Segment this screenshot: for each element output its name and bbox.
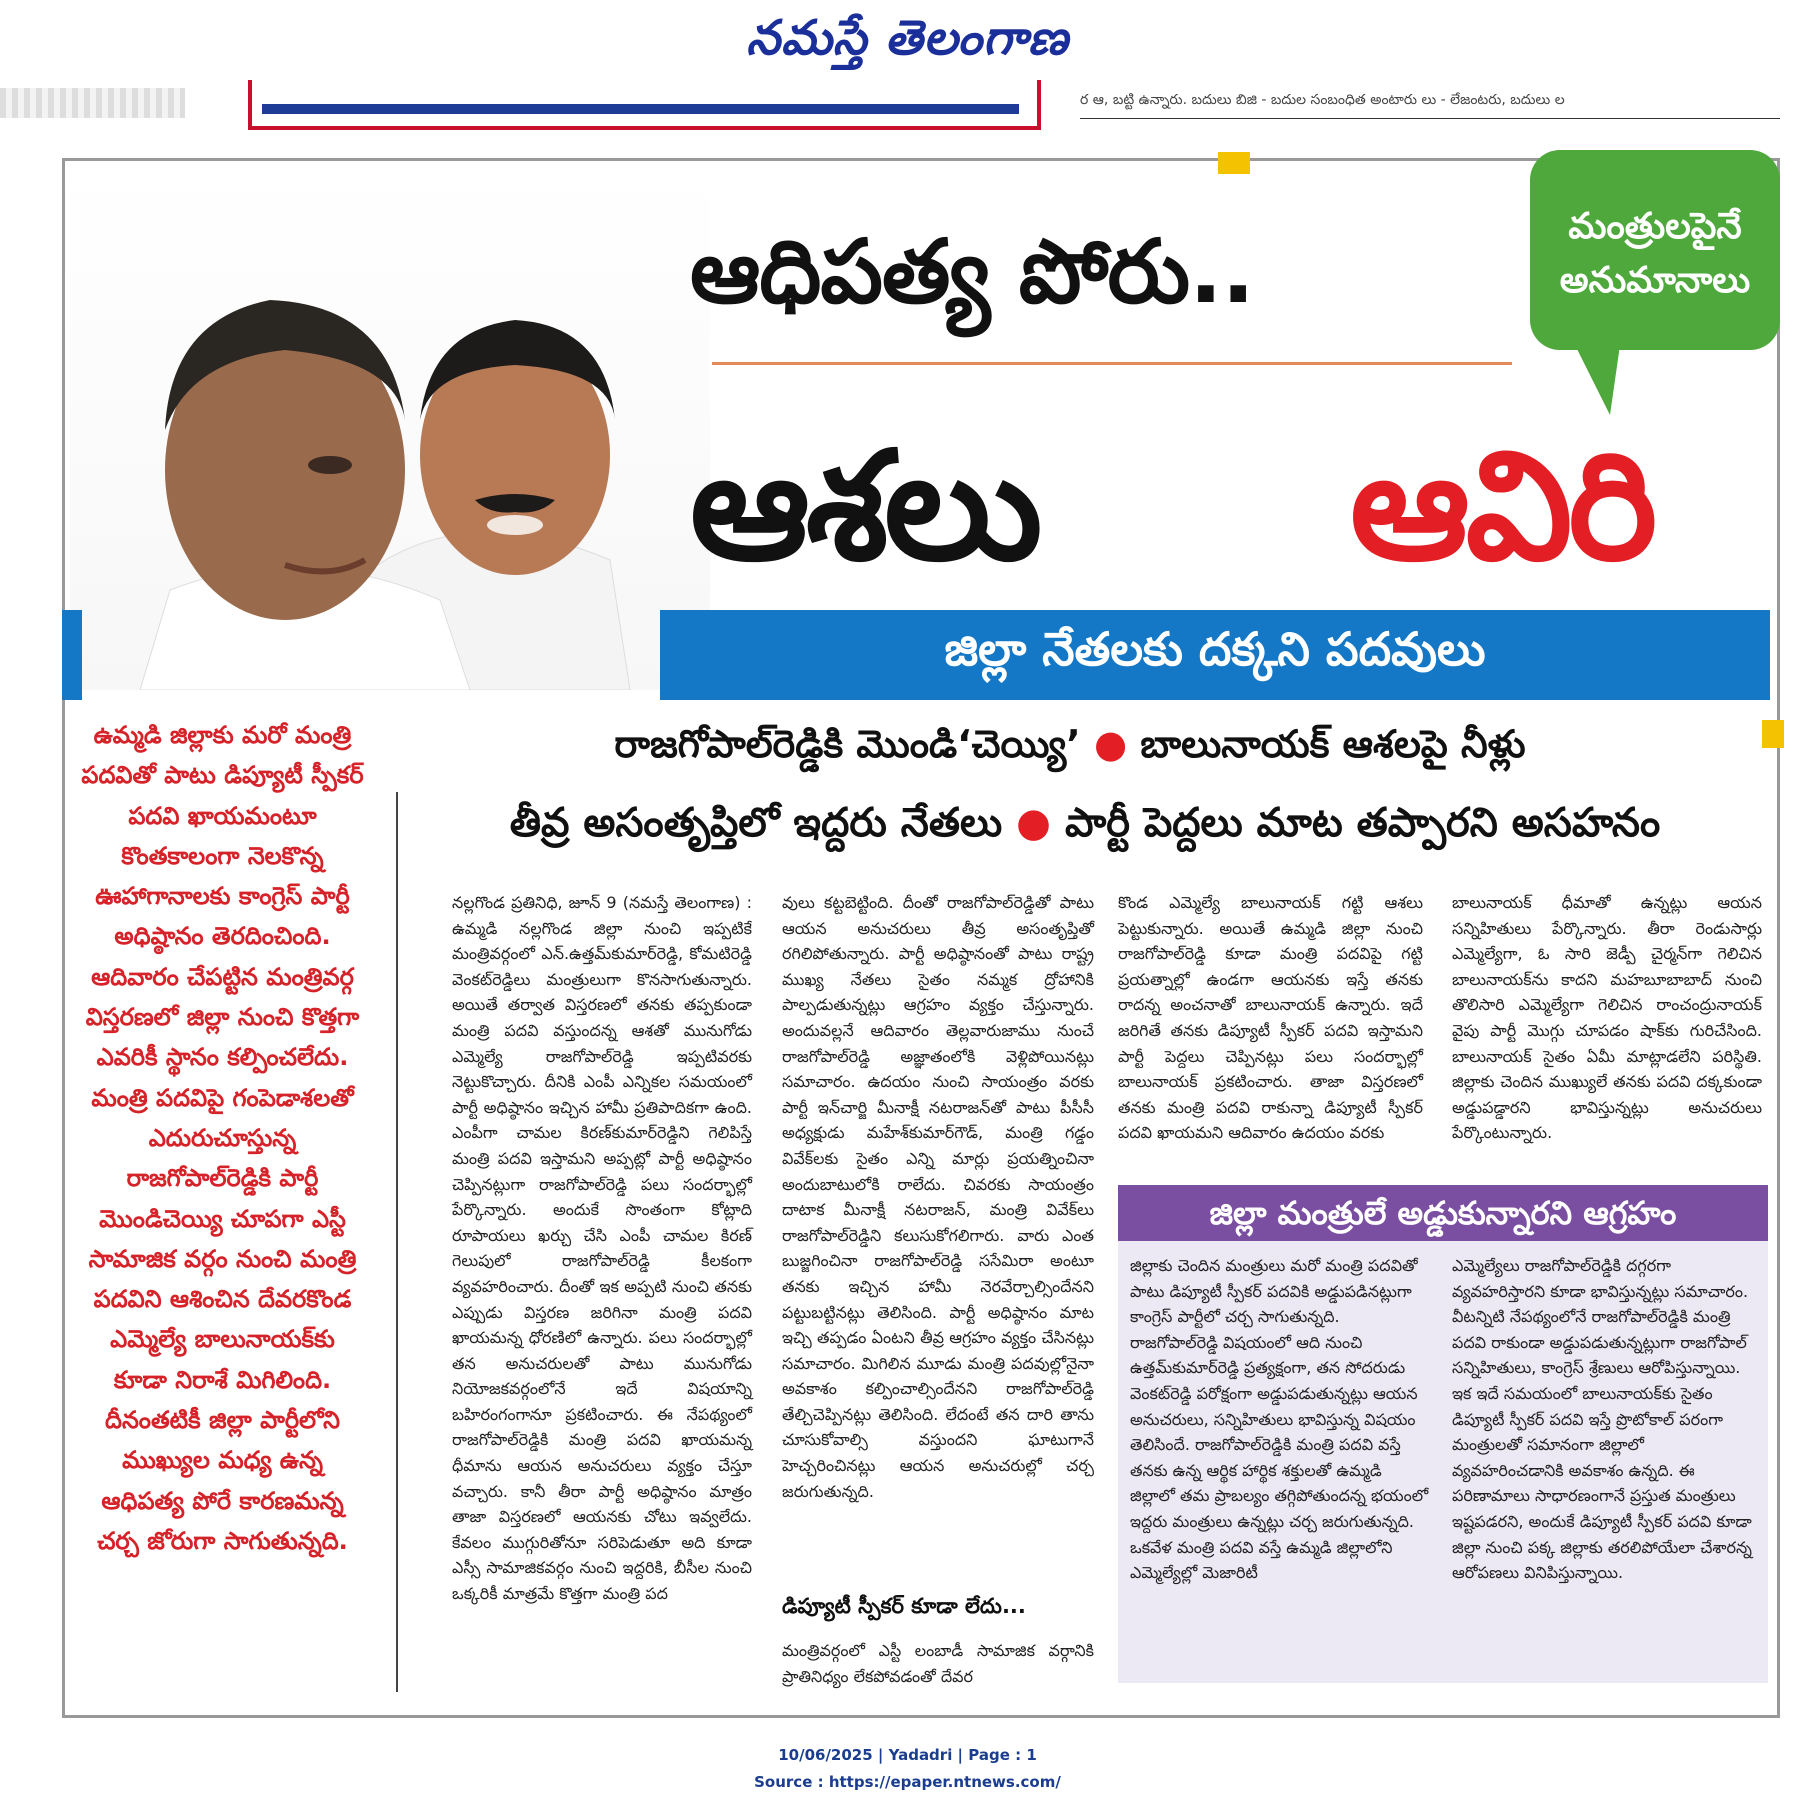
sidebar-box-column-1: జిల్లాకు చెందిన మంత్రులు మరో మంత్రి పదవితో పాటు డిప్యూటీ స్పీకర్‌ పదవికి అడ్డుపడినట్లుగా కాంగ్రెస్‌ పార్టీలో చర్చ సాగుతున్నది. రాజగోపాల్‌రెడ్డి విషయంలో ఆది నుంచి ఉత్తమ్‌కుమార్‌రెడ్డి ప్రత్యక్షంగా, తన సోదరుడు వెంకట్‌రెడ్డి పరోక్షంగా అడ్డుపడుతున్నట్లు ఆయన అనుచరులు, సన్నిహితులు భావిస్తున్న విషయం తెలిసిందే. రాజగోపాల్‌రెడ్డికి మంత్రి పదవి వస్తే తనకు ఉన్న ఆర్థిక హార్థిక శక్తులతో ఉమ్మడి జిల్లాలో తమ ప్రాబల్యం తగ్గిపోతుందన్న భయంలో ఇద్దరు మంత్రులు ఉన్నట్లు చర్చ జరుగుతున్నది. ఒకవేళ మంత్రి పదవి వస్తే ఉమ్మడి జిల్లాలోని ఎమ్మెల్యేల్లో మెజారిటీ <box>1130 1256 1429 1583</box>
subhead-2b: పార్టీ పెద్దలు మాట తప్పారని అసహనం <box>1064 800 1661 846</box>
bullet-icon: ● <box>1093 722 1128 766</box>
yellow-accent-top <box>1218 152 1250 174</box>
headline-kicker: ఆధిపత్య పోరు.. <box>690 220 1254 323</box>
article-column-4: బాలునాయక్‌ ధీమాతో ఉన్నట్లు ఆయన సన్నిహితులు పేర్కొన్నారు. తీరా రెండుసార్లు ఎమ్మెల్యేగా, ఓ సారి జెడ్పీ చైర్మన్‌గా గెలిచిన బాలునాయక్‌ను కాదని మహబూబాబాద్‌ నుంచి తొలిసారి ఎమ్మెల్యేగా గెలిచిన రాంచంద్రునాయక్‌ వైపు పార్టీ మొగ్గు చూపడం షాక్‌కు గురిచేసింది. బాలునాయక్‌ సైతం ఏమీ మాట్లాడలేని పరిస్థితి. జిల్లాకు చెందిన ముఖ్యులే తనకు పదవి దక్కకుండా అడ్డుపడ్డారని భావిస్తున్నట్లు అనుచరులు పేర్కొంటున్నారు. <box>1452 893 1762 1143</box>
previous-article-text: ర ఆ, బట్టి ఉన్నారు. బదులు బిజి - బదుల సంబంధిత అంటారు లు - లేజంటరు, బదులు ల <box>1080 92 1565 108</box>
bubble-text <box>1530 200 1780 308</box>
masthead <box>0 0 1815 80</box>
headline-main-black: ఆశలు <box>690 420 1039 594</box>
article-column-2-continued: మంత్రివర్గంలో ఎస్టీ లంబాడీ సామాజిక వర్గానికి ప్రాతినిధ్యం లేకపోవడంతో దేవర <box>782 1641 1094 1686</box>
article-column-1: నల్లగొండ ప్రతినిధి, జూన్‌ 9 (నమస్తే తెలంగాణ) : ఉమ్మడి నల్లగొండ జిల్లా నుంచి ఇప్పటికే మంత్రివర్గంలో ఎన్‌.ఉత్తమ్‌కుమార్‌రెడ్డి, కోమటిరెడ్డి వెంకట్‌రెడ్డిలు మంత్రులుగా కొనసాగుతున్నారు. అయితే తర్వాత విస్తరణలో తనకు తప్పకుండా మంత్రి పదవి వస్తుందన్న ఆశతో మునుగోడు ఎమ్మెల్యే రాజగోపాల్‌రెడ్డి ఇప్పటివరకు నెట్టుకొచ్చారు. దీనికి ఎంపీ ఎన్నికల సమయంలో పార్టీ అధిష్ఠానం ఇచ్చిన హామీ ప్రతిపాదికగా ఉంది. ఎంపీగా చామల కిరణ్‌కుమార్‌రెడ్డిని గెలిపిస్తే మంత్రి పదవి ఇస్తామని అప్పట్లో పార్టీ అధిష్ఠానం చెప్పినట్లుగా రాజగోపాల్‌రెడ్డి పలు సందర్భాల్లో పేర్కొన్నారు. అందుకే సొంతంగా కోట్లాది రూపాయలు ఖర్చు చేసి ఎంపీ చామల కిరణ్‌ గెలుపులో రాజగోపాల్‌రెడ్డి కీలకంగా వ్యవహరించారు. దీంతో ఇక అప్పటి నుంచి తనకు ఎప్పుడు విస్తరణ జరిగినా మంత్రి పదవి ఖాయమన్న ధోరణిలో ఉన్నారు. పలు సందర్భాల్లో తన అనుచరులతో పాటు మునుగోడు నియోజకవర్గంలోనే ఇదే విషయాన్ని బహిరంగంగానూ ప్రకటించారు. ఈ నేపథ్యంలో రాజగోపాల్‌రెడ్డికి మంత్రి పదవి ఖాయమన్న ధీమాను ఆయన అనుచరులు వ్యక్తం చేస్తూ వచ్చారు. కానీ తీరా పార్టీ అధిష్ఠానం మాత్రం తాజా విస్తరణలో ఆయనకు చోటు ఇవ్వలేదు. కేవలం ముగ్గురితోనూ సరిపెడుతూ అది కూడా ఎస్సీ సామాజికవర్గం నుంచి ఇద్దరికి, బీసీల నుంచి ఒక్కరికీ మాత్రమే కొత్తగా మంత్రి పద <box>452 893 752 1604</box>
bubble-line-1: మంత్రులపైనే <box>1568 206 1742 247</box>
bubble-line-2: అనుమానాలు <box>1559 260 1751 301</box>
sidebar-summary: ఉమ్మడి జిల్లాకు మరో మంత్రి పదవితో పాటు డిప్యూటీ స్పీకర్‌ పదవి ఖాయమంటూ కొంతకాలంగా నెలకొన్న ఊహాగానాలకు కాంగ్రెస్‌ పార్టీ అధిష్ఠానం తెరదించింది. ఆదివారం చేపట్టిన మంత్రివర్గ విస్తరణలో జిల్లా నుంచి కొత్తగా ఎవరికీ స్థానం కల్పించలేదు. మంత్రి పదవిపై గంపెడాశలతో ఎదురుచూస్తున్న రాజగోపాల్‌రెడ్డికి పార్టీ మొండిచెయ్యి చూపగా ఎస్టీ సామాజిక వర్గం నుంచి మంత్రి పదవిని ఆశించిన దేవరకొండ ఎమ్మెల్యే బాలునాయక్‌కు కూడా నిరాశే మిగిలింది. దీనంతటికీ జిల్లా పార్టీలోని ముఖ్యుల మధ్య ఉన్న ఆధిపత్య పోరే కారణమన్న చర్చ జోరుగా సాగుతున్నది. <box>81 721 364 1555</box>
band-text: జిల్లా నేతలకు దక్కని పదవులు <box>944 622 1486 676</box>
headline-main-red: ఆవిరి <box>1350 420 1654 594</box>
subhead-line-2 <box>400 800 1770 856</box>
footer-source-link[interactable]: Source : https://epaper.ntnews.com/ <box>754 1773 1061 1791</box>
article-subhead: డిప్యూటీ స్పీకర్‌ కూడా లేదు... <box>782 1594 1026 1618</box>
speech-bubble-tail <box>1575 345 1620 415</box>
headline-rule <box>712 362 1512 365</box>
newspaper-logo: నమస్తే తెలంగాణ <box>746 10 1069 66</box>
previous-article-photo-strip <box>0 88 185 118</box>
footer-page-info: 10/06/2025 | Yadadri | Page : 1 <box>778 1746 1037 1764</box>
blue-band-left <box>62 610 82 700</box>
bullet-icon: ● <box>1016 800 1052 846</box>
column-divider <box>396 792 398 1692</box>
divider <box>1080 118 1780 119</box>
subhead-1b: బాలునాయక్‌ ఆశలపై నీళ్లు <box>1140 722 1526 766</box>
previous-article-rule <box>262 104 1019 114</box>
leaders-portrait-illustration <box>70 170 710 690</box>
yellow-accent-right <box>1762 720 1784 748</box>
sidebar-box-column-2: ఎమ్మెల్యేలు రాజగోపాల్‌రెడ్డికి దగ్గరగా వ్యవహరిస్తారని కూడా భావిస్తున్నట్లు సమాచారం. వీటన్నిటి నేపథ్యంలోనే రాజగోపాల్‌రెడ్డికి మంత్రి పదవి రాకుండా అడ్డుపడుతున్నట్లుగా రాజగోపాల్‌ సన్నిహితులు, కాంగ్రెస్‌ శ్రేణులు ఆరోపిస్తున్నాయి. ఇక ఇదే సమయంలో బాలునాయక్‌కు సైతం డిప్యూటీ స్పీకర్‌ పదవి ఇస్తే ప్రొటోకాల్‌ పరంగా మంత్రులతో సమానంగా జిల్లాలో వ్యవహరించడానికి అవకాశం ఉన్నది. ఈ పరిణామాలు సాధారణంగానే ప్రస్తుత మంత్రులు ఇష్టపడరని, అందుకే డిప్యూటీ స్పీకర్‌ పదవి కూడా జిల్లా నుంచి పక్క జిల్లాకు తరలిపోయేలా చేశారన్న ఆరోపణలు వినిపిస్తున్నాయి. <box>1452 1256 1752 1583</box>
subhead-line-1 <box>420 722 1720 776</box>
subhead-1a: రాజగోపాల్‌రెడ్డికి మొండి‘చెయ్యి’ <box>614 722 1081 766</box>
subhead-2a: తీవ్ర అసంతృప్తిలో ఇద్దరు నేతలు <box>509 800 1003 846</box>
article-column-2: వులు కట్టబెట్టింది. దీంతో రాజగోపాల్‌రెడ్డితో పాటు ఆయన అనుచరులు తీవ్ర అసంతృప్తితో రగిలిపోతున్నారు. పార్టీ అధిష్ఠానంతో పాటు రాష్ట్ర ముఖ్య నేతలు సైతం నమ్మక ద్రోహానికి పాల్పడుతున్నట్లు ఆగ్రహం వ్యక్తం చేస్తున్నారు. అందువల్లనే ఆదివారం తెల్లవారుజాము నుంచే రాజగోపాల్‌రెడ్డి అజ్ఞాతంలోకి వెళ్లిపోయినట్లు సమాచారం. ఉదయం నుంచి సాయంత్రం వరకు పార్టీ ఇన్‌చార్జి మీనాక్షీ నటరాజన్‌తో పాటు పీసీసీ అధ్యక్షుడు మహేశ్‌కుమార్‌గౌడ్‌, మంత్రి గడ్డం వివేక్‌లకు సైతం ఎన్ని మార్లు ప్రయత్నించినా అందుబాటులోకి రాలేదు. చివరకు సాయంత్రం దాటాక మీనాక్షీ నటరాజన్‌, మంత్రి వివేక్‌లు రాజగోపాల్‌రెడ్డిని కలుసుకోగలిగారు. వారు ఎంత బుజ్జగించినా రాజగోపాల్‌రెడ్డి ససేమిరా అంటూ తనకు ఇచ్చిన హామీ నెరవేర్చాల్సిందేనని పట్టుబట్టినట్లు తెలిసింది. పార్టీ అధిష్ఠానం మాట ఇచ్చి తప్పడం ఏంటని తీవ్ర ఆగ్రహం వ్యక్తం చేసినట్లు సమాచారం. మిగిలిన మూడు మంత్రి పదవుల్లోనైనా అవకాశం కల్పించాల్సిందేనని రాజగోపాల్‌రెడ్డి తేల్చిచెప్పినట్లు తెలిసింది. లేదంటే తన దారి తాను చూసుకోవాల్సి వస్తుందని ఘాటుగానే హెచ్చరించినట్లు ఆయన అనుచరుల్లో చర్చ జరుగుతున్నది. <box>782 893 1094 1501</box>
article-column-3: కొండ ఎమ్మెల్యే బాలునాయక్‌ గట్టి ఆశలు పెట్టుకున్నారు. అయితే ఉమ్మడి జిల్లా నుంచి రాజగోపాల్‌రెడ్డి కూడా మంత్రి పదవిపై గట్టి ప్రయత్నాల్లో ఉండగా ఆయనకు ఇస్తే తనకు రాదన్న అంచనాతో బాలునాయక్‌ ఉన్నారు. ఇదే జరిగితే తనకు డిప్యూటీ స్పీకర్‌ పదవి ఇస్తామని పార్టీ పెద్దలు చెప్పినట్లు పలు సందర్భాల్లో బాలునాయక్‌ ప్రకటించారు. తాజా విస్తరణలో తనకు మంత్రి పదవి రాకున్నా డిప్యూటీ స్పీకర్‌ పదవి ఖాయమని ఆదివారం ఉదయం వరకు <box>1118 893 1423 1143</box>
sidebar-box-title: జిల్లా మంత్రులే అడ్డుకున్నారని ఆగ్రహం <box>1118 1185 1768 1241</box>
leaders-photo <box>70 170 710 690</box>
